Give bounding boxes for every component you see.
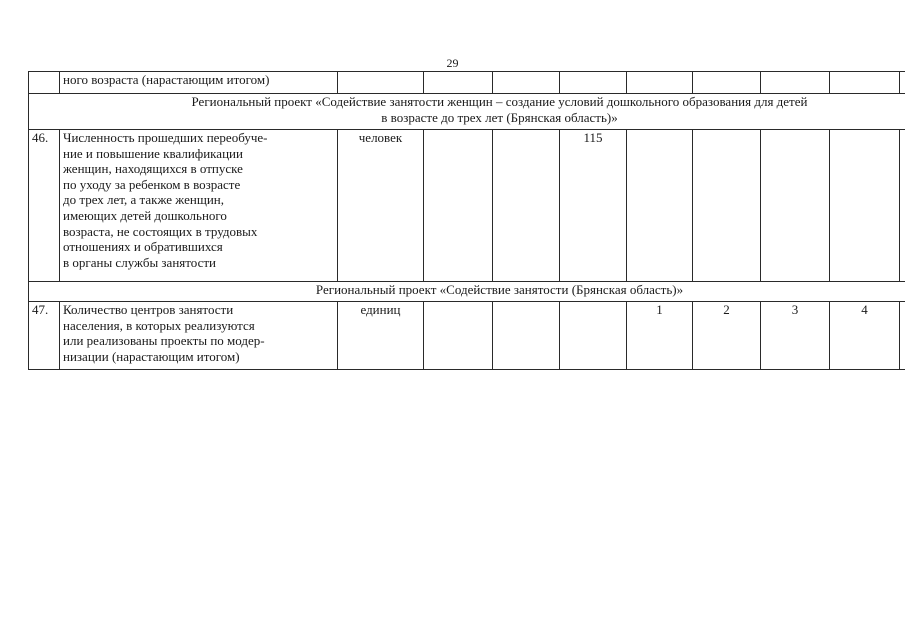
row-number: 46. (29, 130, 60, 282)
value-cell (560, 72, 627, 94)
value-cell (424, 72, 493, 94)
indicator-name-line: ного возраста (нарастающим итогом) (63, 72, 270, 87)
indicator-name-line: низации (нарастающим итогом) (63, 348, 240, 364)
value-cell: 1 (627, 302, 693, 370)
value-cell (900, 302, 905, 370)
table-row (29, 72, 905, 94)
section-title (29, 282, 905, 302)
value-cell (493, 302, 560, 370)
value-cell (761, 130, 830, 282)
indicator-name-line: Численность прошедших переобуче- (63, 130, 268, 145)
value-cell: 2 (693, 302, 761, 370)
value-cell (693, 130, 761, 282)
indicators-table (28, 71, 905, 370)
value-cell (900, 72, 905, 94)
value-cell: 3 (761, 302, 830, 370)
value-cell (693, 72, 761, 94)
value-cell (493, 72, 560, 94)
value-cell (761, 72, 830, 94)
indicator-name-line: женщин, находящихся в отпуске (63, 161, 243, 177)
indicator-name-line: населения, в которых реализуются (63, 317, 255, 333)
indicator-name-line: или реализованы проекты по модер- (63, 333, 265, 349)
value-cell (830, 72, 900, 94)
row-number (29, 72, 60, 94)
section-title-line: в возрасте до трех лет (Брянская область)» (381, 109, 618, 125)
indicator-name-line: до трех лет, а также женщин, (63, 192, 225, 208)
section-row (29, 282, 905, 302)
indicator-name-line: отношениях и обратившихся (63, 239, 223, 255)
value-cell (627, 130, 693, 282)
section-title (29, 94, 905, 130)
indicator-name-line: по уходу за ребенком в возрасте (63, 176, 241, 192)
indicator-name (60, 72, 338, 94)
indicator-name-line: Количество центров занятости (63, 302, 234, 317)
value-cell (424, 302, 493, 370)
row-number: 47. (29, 302, 60, 370)
value-cell: 115 (560, 130, 627, 282)
indicator-name-line: имеющих детей дошкольного (63, 207, 227, 223)
indicator-name-line: в органы службы занятости (63, 254, 217, 270)
value-cell (424, 130, 493, 282)
unit-of-measure: человек (338, 130, 424, 282)
section-title-line: Региональный проект «Содействие занятости женщин – создание условий дошкольного образования для детей (191, 94, 808, 109)
page-number: 29 (446, 56, 459, 70)
unit-of-measure (338, 72, 424, 94)
table-row (29, 130, 905, 282)
indicator-name (60, 302, 338, 370)
value-cell (830, 130, 900, 282)
unit-of-measure: единиц (338, 302, 424, 370)
indicator-name (60, 130, 338, 282)
table-row (29, 302, 905, 370)
value-cell (627, 72, 693, 94)
section-row (29, 94, 905, 130)
value-cell: 4 (830, 302, 900, 370)
value-cell (493, 130, 560, 282)
section-title-line: Региональный проект «Содействие занятости (Брянская область)» (315, 282, 684, 297)
indicator-name-line: ние и повышение квалификации (63, 145, 243, 161)
indicator-name-line: возраста, не состоящих в трудовых (63, 223, 258, 239)
value-cell (900, 130, 905, 282)
value-cell (560, 302, 627, 370)
